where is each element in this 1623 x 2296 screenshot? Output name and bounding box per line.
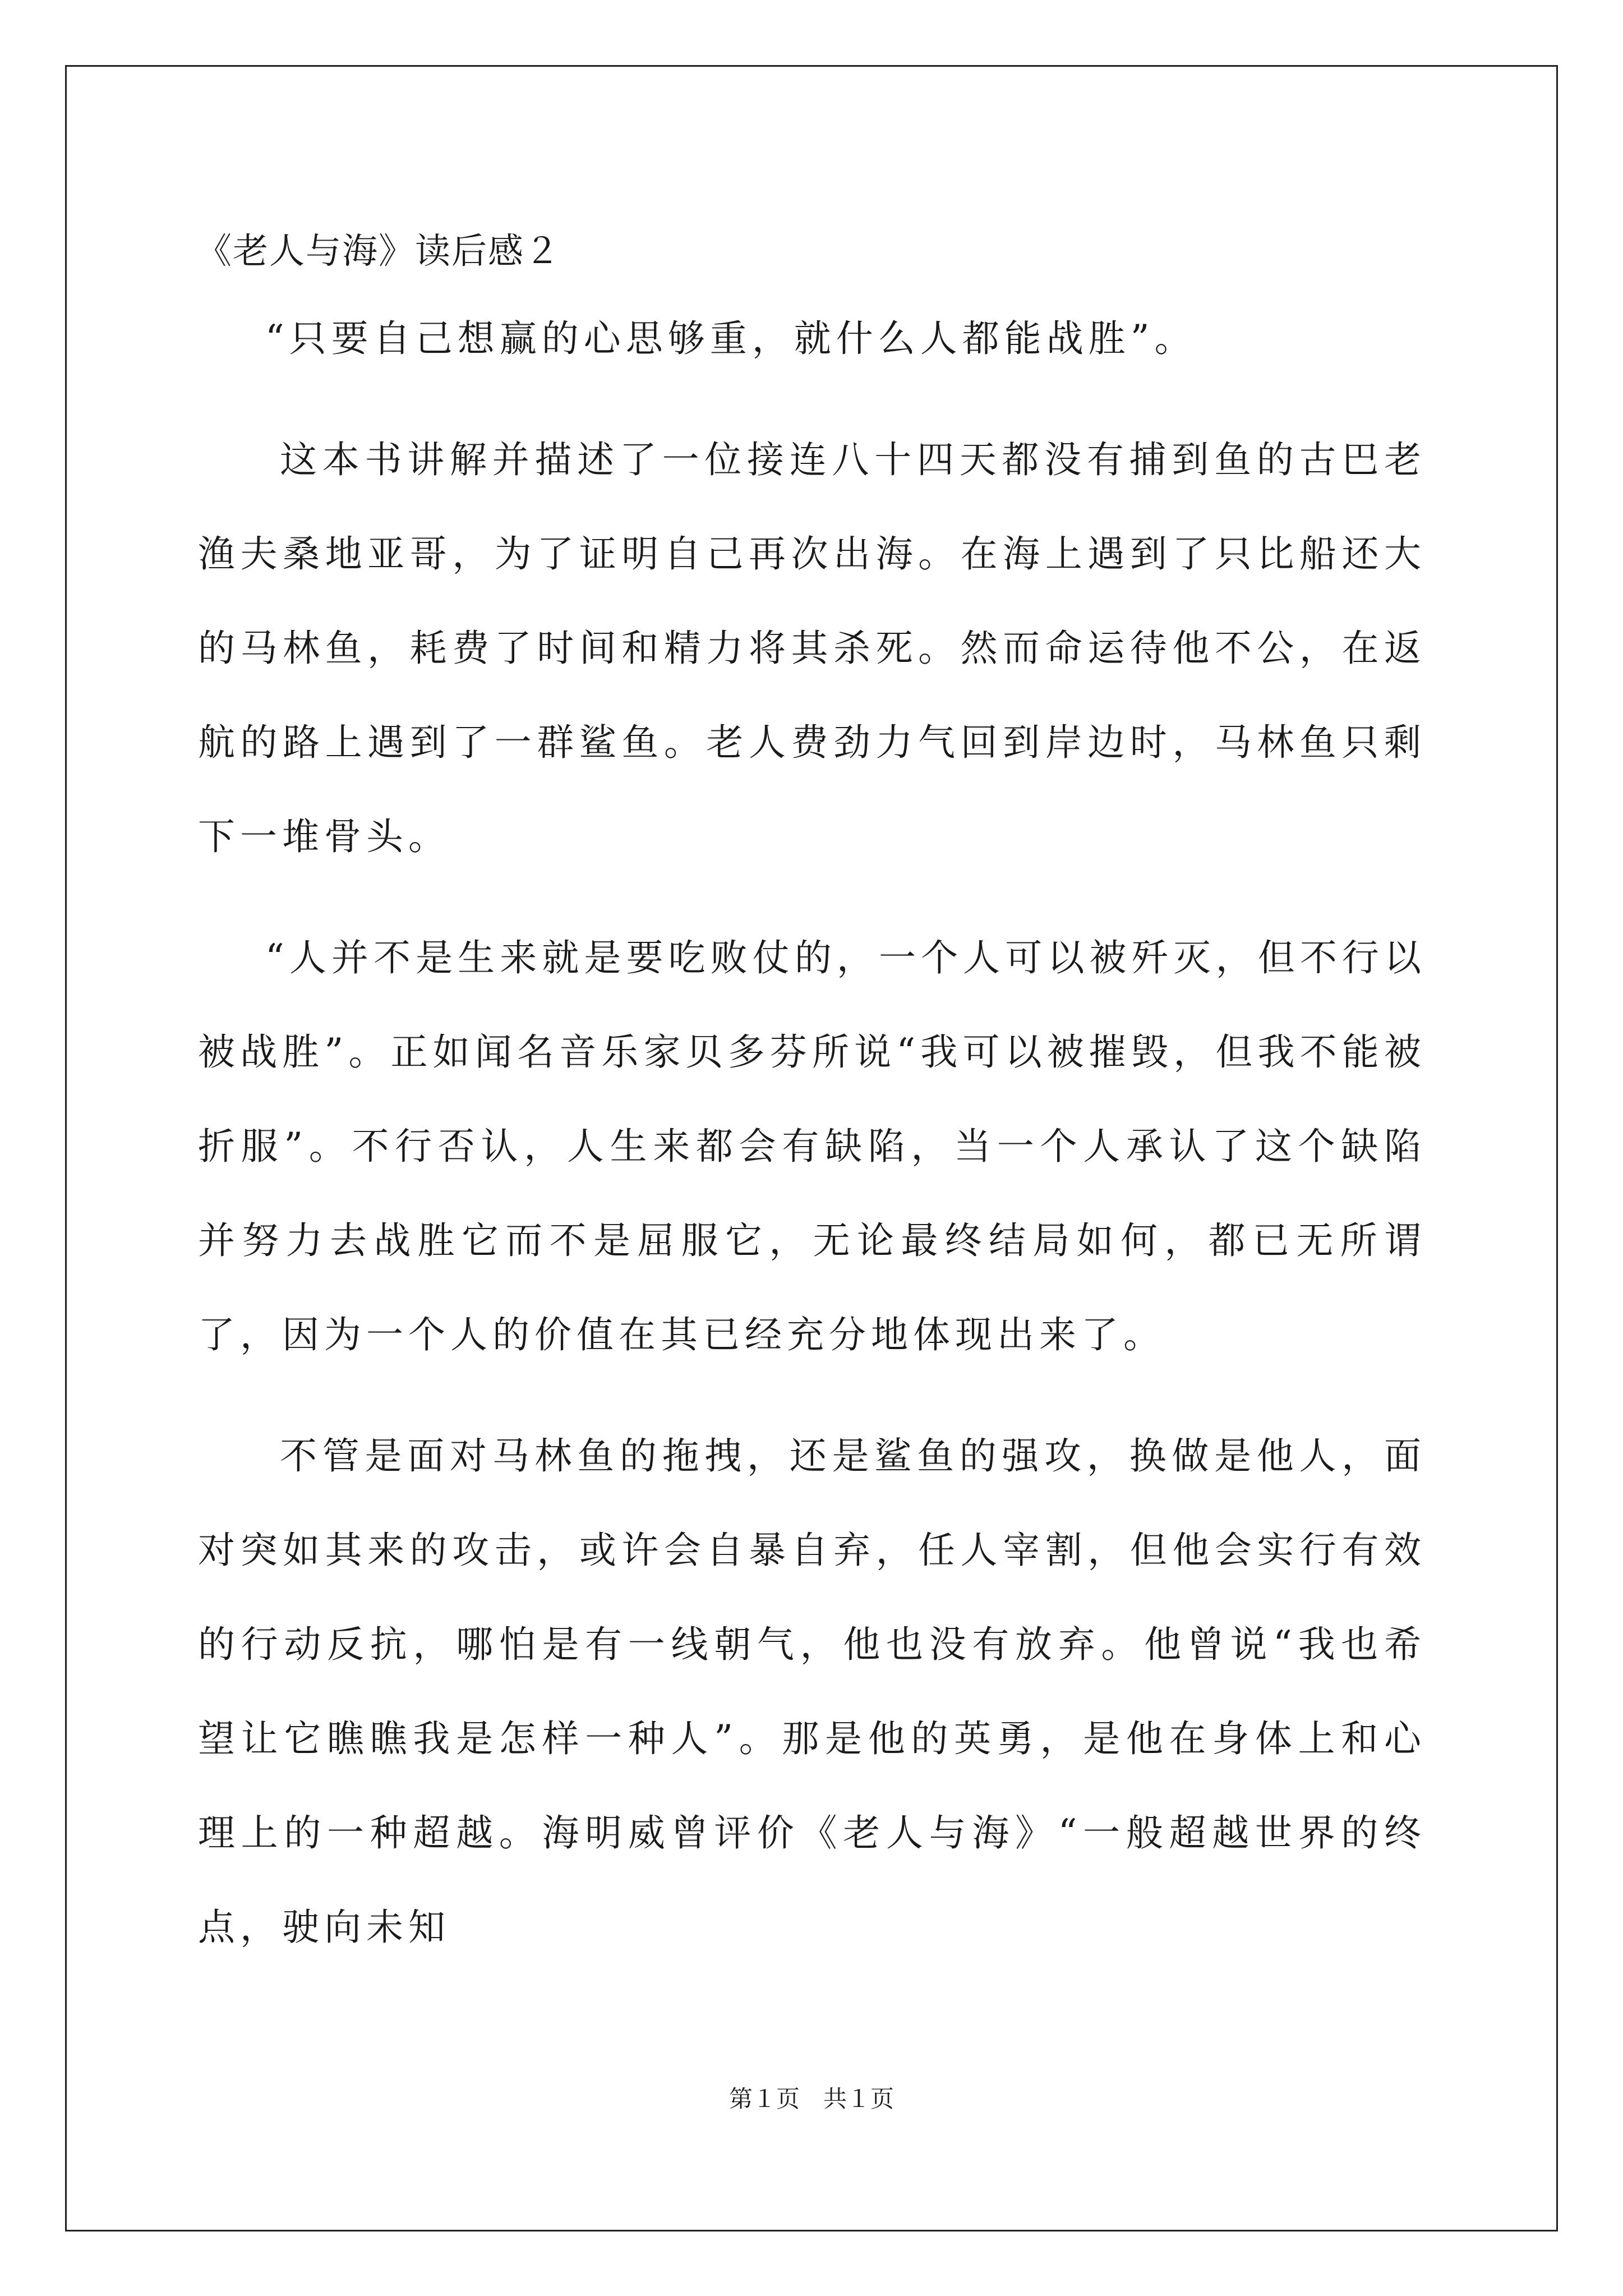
paragraph-3: “人并不是生来就是要吃败仗的，一个人可以被歼灭，但不行以被战胜”。正如闻名音乐家贝多芬所说“我可以被摧毁，但我不能被折服”。不行否认，人生来都会有缺陷，当一个人承认了这个缺陷并努力去战胜它而不是屈服它，无论最终结局如何，都已无所谓了，因为一个人的价值在其已经充分地体现出来了。: [198, 936, 1426, 1356]
document-body: [198, 292, 1426, 2001]
paragraph-1: “只要自己想赢的心思够重，就什么人都能战胜”。: [265, 317, 1197, 360]
paragraph-2: 这本书讲解并描述了一位接连八十四天都没有捕到鱼的古巴老渔夫桑地亚哥，为了证明自己再次出海。在海上遇到了只比船还大的马林鱼，耗费了时间和精力将其杀死。然而命运待他不公，在返航的路上遇到了一群鲨鱼。老人费劲力气回到岸边时，马林鱼只剩下一堆骨头。: [198, 438, 1426, 858]
paragraph-4: 不管是面对马林鱼的拖拽，还是鲨鱼的强攻，换做是他人，面对突如其来的攻击，或许会自暴自弃，任人宰割，但他会实行有效的行动反抗，哪怕是有一线朝气，他也没有放弃。他曾说“我也希望让它瞧瞧我是怎样一种人”。那是他的英勇，是他在身体上和心理上的一种超越。海明威曾评价《老人与海》“一般超越世界的终点，驶向未知: [198, 1434, 1426, 1949]
document-title: 《老人与海》读后感２: [196, 231, 561, 272]
page-number-footer: 第１页 共１页: [728, 2085, 894, 2113]
